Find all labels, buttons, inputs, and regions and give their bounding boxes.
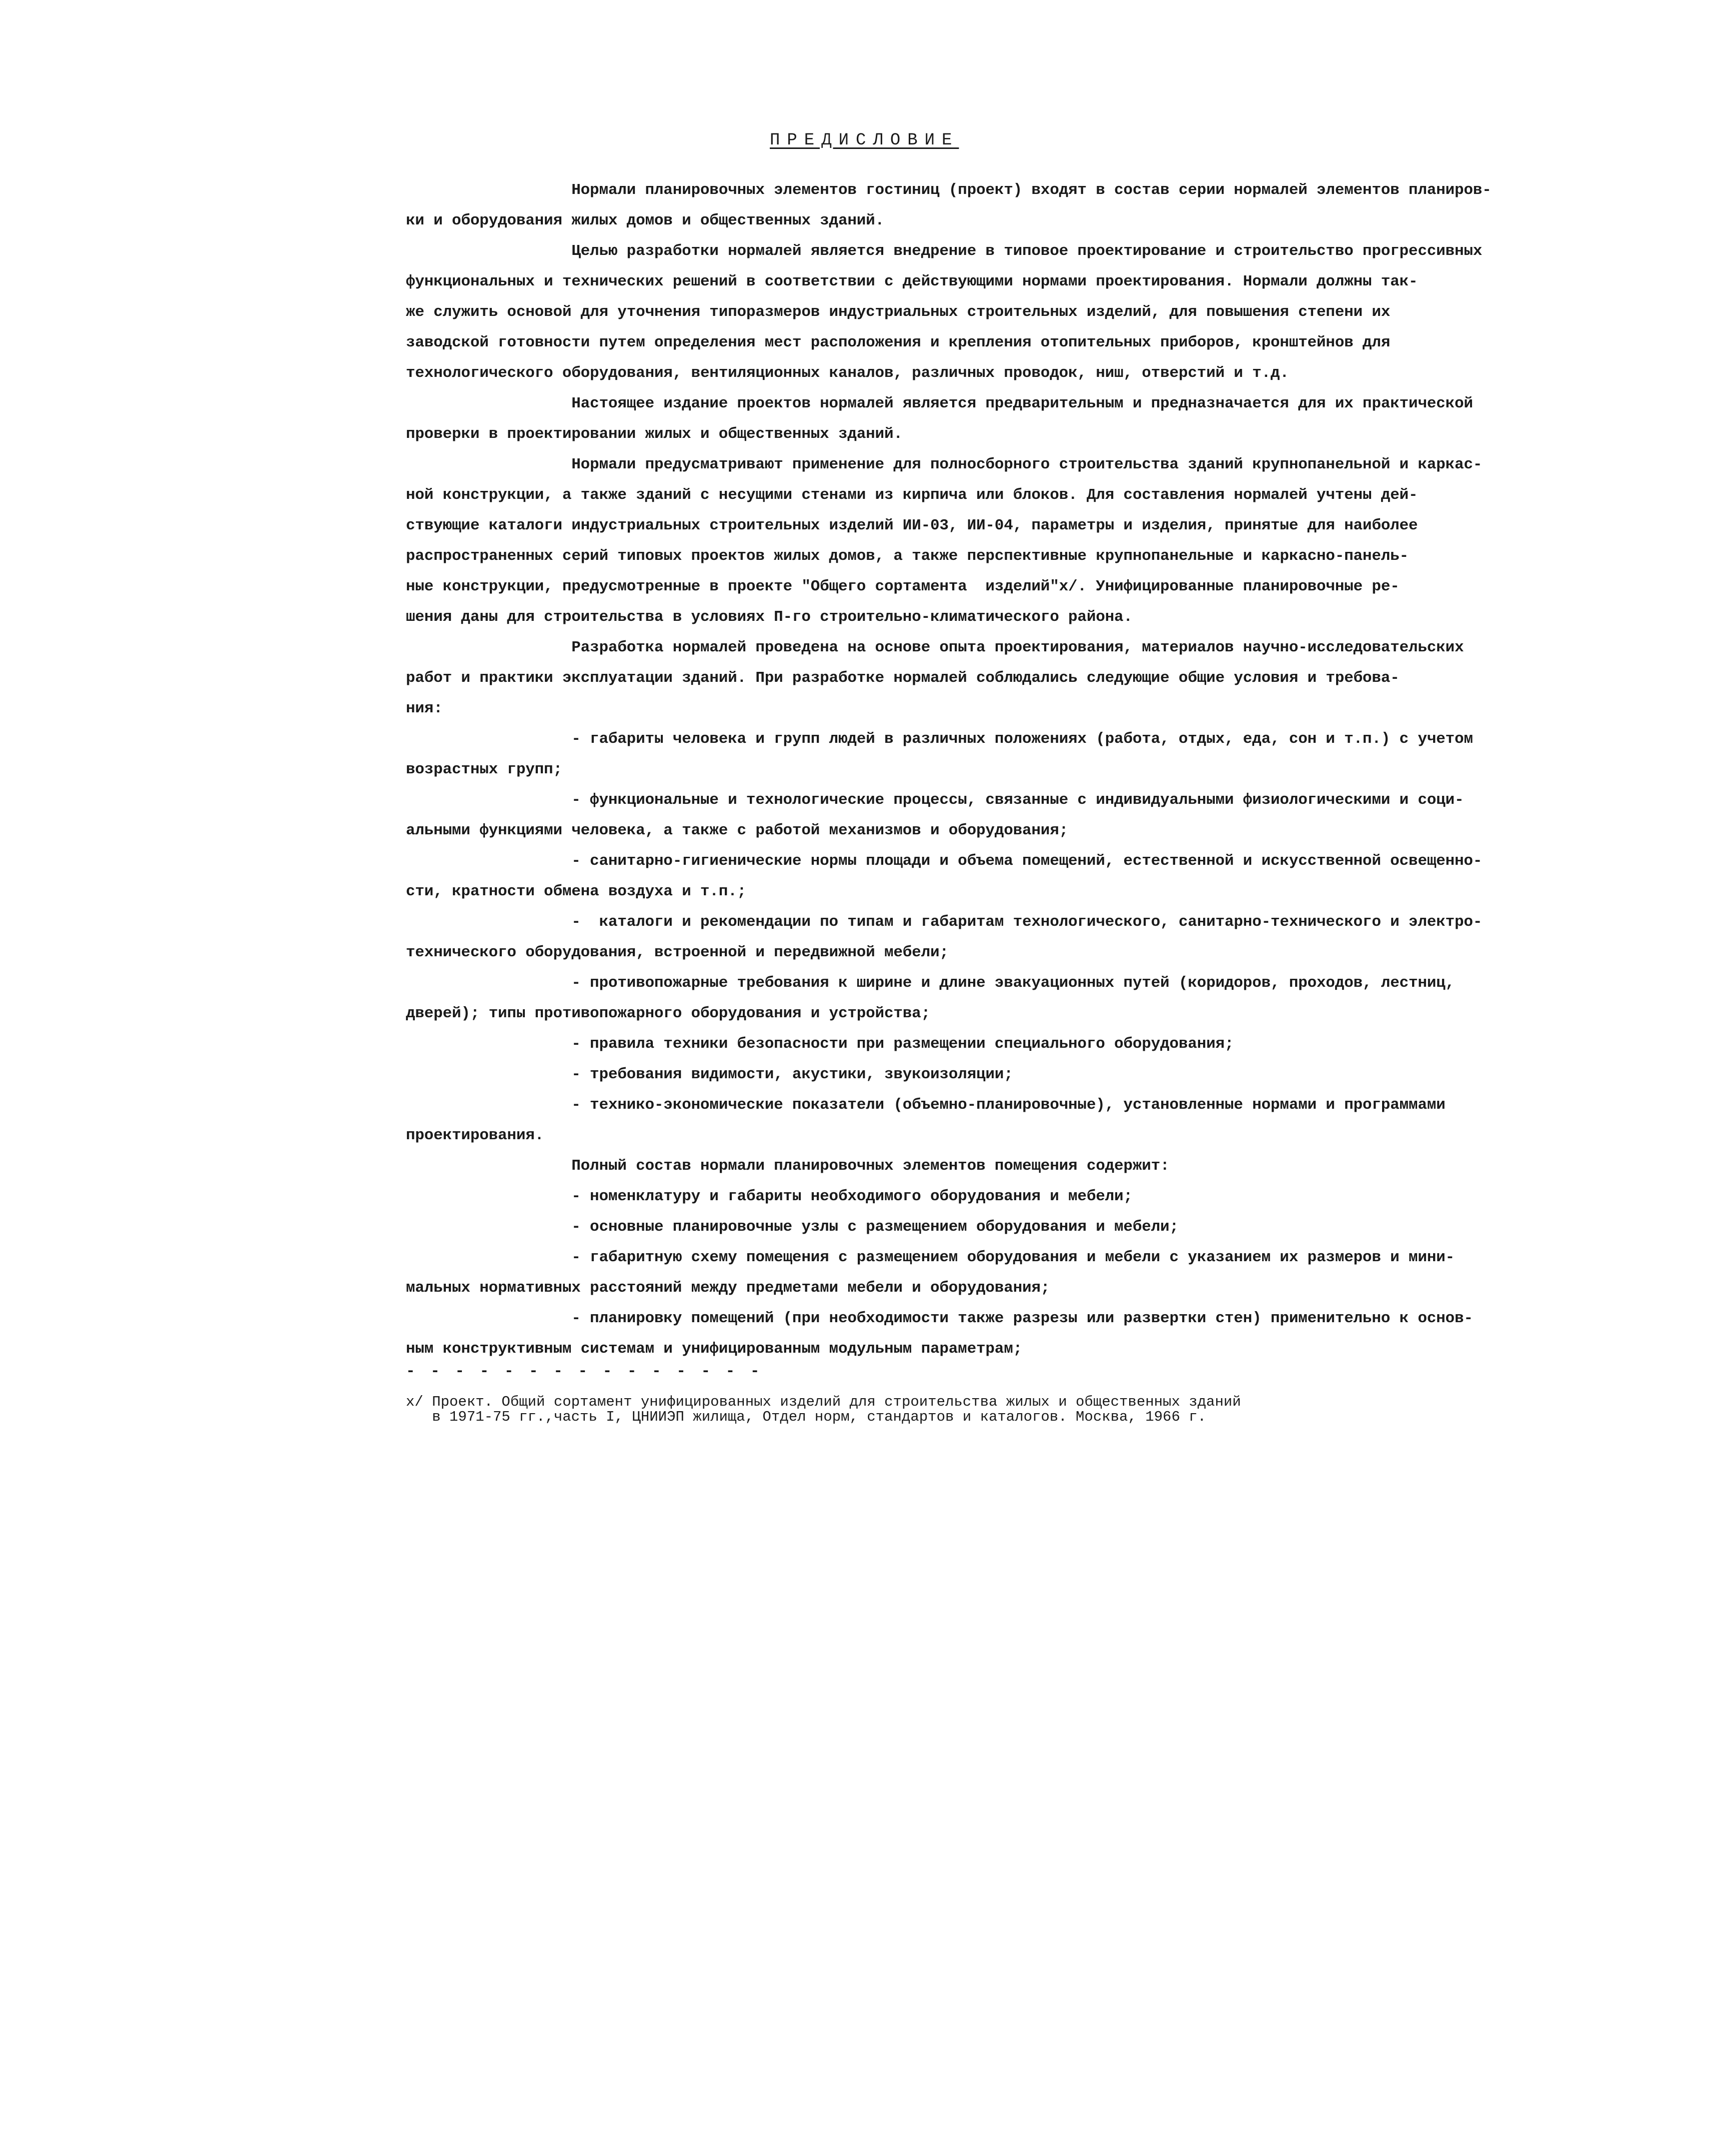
text-line: - противопожарные требования к ширине и длине эвакуационных путей (коридоров, проходов, лестниц, <box>406 974 1455 992</box>
text-line: функциональных и технических решений в соответствии с действующими нормами проектирования. Нормали должны так- <box>406 273 1418 290</box>
text-line: же служить основой для уточнения типоразмеров индустриальных строительных изделий, для повышения степени их <box>406 303 1391 321</box>
text-line: Нормали планировочных элементов гостиниц (проект) входят в состав серии нормалей элементов планиров- <box>406 181 1492 199</box>
text-line: работ и практики эксплуатации зданий. При разработке нормалей соблюдались следующие общие условия и требова- <box>406 669 1400 687</box>
text-line: ным конструктивным системам и унифицированным модульным параметрам; <box>406 1340 1023 1358</box>
text-line: - правила техники безопасности при размещении специального оборудования; <box>406 1035 1234 1053</box>
text-line: - габаритную схему помещения с размещением оборудования и мебели с указанием их размеров и мини- <box>406 1249 1455 1266</box>
text-line: ные конструкции, предусмотренные в проекте "Общего сортамента изделий"х/. Унифицированные планировочные ре- <box>406 578 1400 595</box>
text-line: Нормали предусматривают применение для полносборного строительства зданий крупнопанельной и каркас- <box>406 456 1483 473</box>
text-line: шения даны для строительства в условиях П-го строительно-климатического района. <box>406 608 1133 626</box>
text-line: - планировку помещений (при необходимости также разрезы или развертки стен) применительно к основ- <box>406 1310 1473 1327</box>
text-line: проверки в проектировании жилых и общественных зданий. <box>406 425 903 443</box>
body-text <box>406 175 1492 1364</box>
text-line: - каталоги и рекомендации по типам и габаритам технологического, санитарно-технического и электро- <box>406 913 1483 931</box>
text-line: мальных нормативных расстояний между предметами мебели и оборудования; <box>406 1279 1050 1297</box>
footnote <box>406 1395 1448 1425</box>
text-line: - требования видимости, акустики, звукоизоляции; <box>406 1066 1013 1083</box>
text-line: ки и оборудования жилых домов и общественных зданий. <box>406 212 884 229</box>
text-line: дверей); типы противопожарного оборудования и устройства; <box>406 1005 930 1022</box>
text-line: - функциональные и технологические процессы, связанные с индивидуальными физиологическими и соци- <box>406 791 1464 809</box>
text-line: - основные планировочные узлы с размещением оборудования и мебели; <box>406 1218 1179 1236</box>
text-line: Целью разработки нормалей является внедрение в типовое проектирование и строительство прогрессивных <box>406 242 1483 260</box>
text-line: технического оборудования, встроенной и передвижной мебели; <box>406 944 949 961</box>
text-line: ния: <box>406 700 443 717</box>
text-line: заводской готовности путем определения мест расположения и крепления отопительных приборов, кронштейнов для <box>406 334 1391 351</box>
text-line: Настоящее издание проектов нормалей является предварительным и предназначается для их практической <box>406 395 1473 412</box>
text-line: ной конструкции, а также зданий с несущими стенами из кирпича или блоков. Для составления нормалей учтены дей- <box>406 486 1418 504</box>
text-line: - габариты человека и групп людей в различных положениях (работа, отдых, еда, сон и т.п.) с учетом <box>406 730 1473 748</box>
text-line: сти, кратности обмена воздуха и т.п.; <box>406 883 746 900</box>
text-line: альными функциями человека, а также с работой механизмов и оборудования; <box>406 822 1069 839</box>
text-line: - санитарно-гигиенические нормы площади и объема помещений, естественной и искусственной освещенно- <box>406 852 1483 870</box>
footnote-line: х/ Проект. Общий сортамент унифицированных изделий для строительства жилых и общественных зданий <box>406 1394 1241 1410</box>
text-line: - технико-экономические показатели (объемно-планировочные), установленные нормами и программами <box>406 1096 1446 1114</box>
text-line: возрастных групп; <box>406 761 562 778</box>
text-line: Разработка нормалей проведена на основе опыта проектирования, материалов научно-исследовательских <box>406 639 1464 656</box>
footnote-separator: - - - - - - - - - - - - - - - <box>406 1363 763 1380</box>
footnote-line: в 1971-75 гг.,часть I, ЦНИИЭП жилища, Отдел норм, стандартов и каталогов. Москва, 1966 г. <box>406 1409 1207 1425</box>
text-line: Полный состав нормали планировочных элементов помещения содержит: <box>406 1157 1170 1175</box>
text-line: ствующие каталоги индустриальных строительных изделий ИИ-03, ИИ-04, параметры и изделия, принятые для наиболее <box>406 517 1418 534</box>
text-line: технологического оборудования, вентиляционных каналов, различных проводок, ниш, отверстий и т.д. <box>406 364 1289 382</box>
text-line: проектирования. <box>406 1127 544 1144</box>
text-line: распространенных серий типовых проектов жилых домов, а также перспективные крупнопанельные и каркасно-панель- <box>406 547 1409 565</box>
page-title: ПРЕДИСЛОВИЕ <box>770 131 959 150</box>
text-line: - номенклатуру и габариты необходимого оборудования и мебели; <box>406 1188 1133 1205</box>
